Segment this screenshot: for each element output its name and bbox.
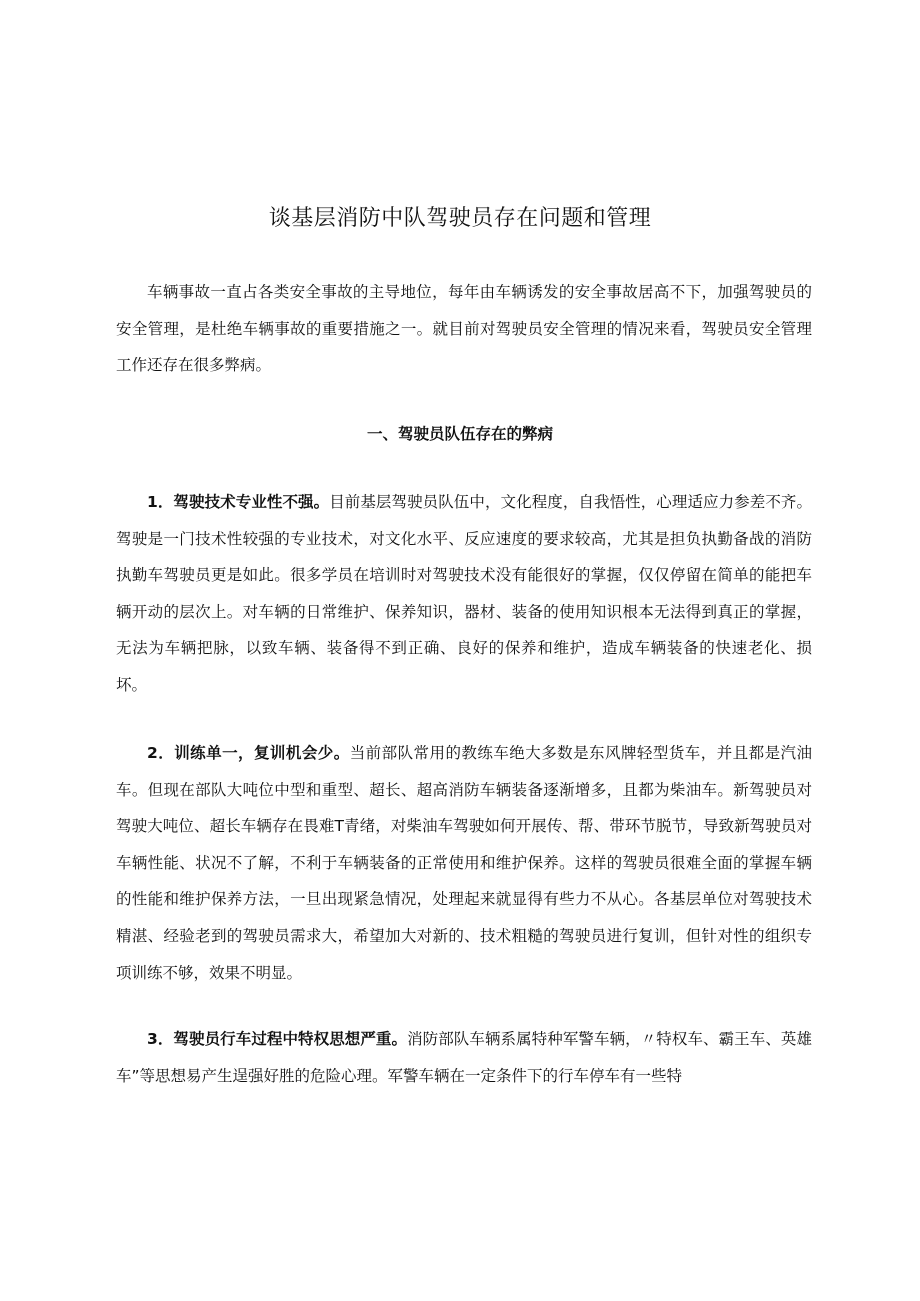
item-lead-3: 3．驾驶员行车过程中特权思想严重。: [147, 1030, 408, 1048]
item-body-1: 目前基层驾驶员队伍中，文化程度，自我悟性，心理适应力参差不齐。驾驶是一门技术性较强的专业技术，对文化水平、反应速度的要求较高，尤其是担负执勤备战的消防执勤车驾驶员更是如此。很多学员在培训时对驾驶技术没有能很好的掌握，仅仅停留在简单的能把车辆开动的层次上。对车辆的日常维护、保养知识，器材、装备的使用知识根本无法得到真正的掌握，无法为车辆把脉，以致车辆、装备得不到正确、良好的保养和维护，造成车辆装备的快速老化、损坏。: [116, 493, 812, 694]
section-heading: 一、驾驶员队伍存在的弊病: [366, 425, 553, 443]
item-body-2: 当前部队常用的教练车绝大多数是东风牌轻型货车，并且都是汽油车。但现在部队大吨位中型和重型、超长、超高消防车辆装备逐渐增多，且都为柴油车。新驾驶员对驾驶大吨位、超长车辆存在畏难T青绪，对柴油车驾驶如何开展传、帮、带环节脱节，导致新驾驶员对车辆性能、状况不了解，不利于车辆装备的正常使用和维护保养。这样的驾驶员很难全面的掌握车辆的性能和维护保养方法，一旦出现紧急情况，处理起来就显得有些力不从心。各基层单位对驾驶技术精湛、经验老到的驾驶员需求大，希望加大对新的、技术粗糙的驾驶员进行复训，但针对性的组织专项训练不够，效果不明显。: [116, 744, 812, 982]
item-paragraph-1: [116, 484, 812, 704]
item-paragraph-3: [116, 1021, 812, 1094]
item-paragraph-2: [116, 735, 812, 991]
document-title: 谈基层消防中队驾驶员存在问题和管理: [268, 206, 652, 231]
item-lead-2: 2．训练单一，复训机会少。: [147, 744, 350, 762]
intro-paragraph: 车辆事故一直占各类安全事故的主导地位，每年由车辆诱发的安全事故居高不下，加强驾驶员的安全管理，是杜绝车辆事故的重要措施之一。就目前对驾驶员安全管理的情况来看，驾驶员安全管理工作还存在很多弊病。: [116, 283, 812, 375]
item-lead-1: 1．驾驶技术专业性不强。: [147, 493, 330, 511]
item-body-3: 消防部队车辆系属特种军警车辆，〃特权车、霸王车、英雄车”等思想易产生逞强好胜的危险心理。军警车辆在一定条件下的行车停车有一些特: [116, 1030, 812, 1085]
